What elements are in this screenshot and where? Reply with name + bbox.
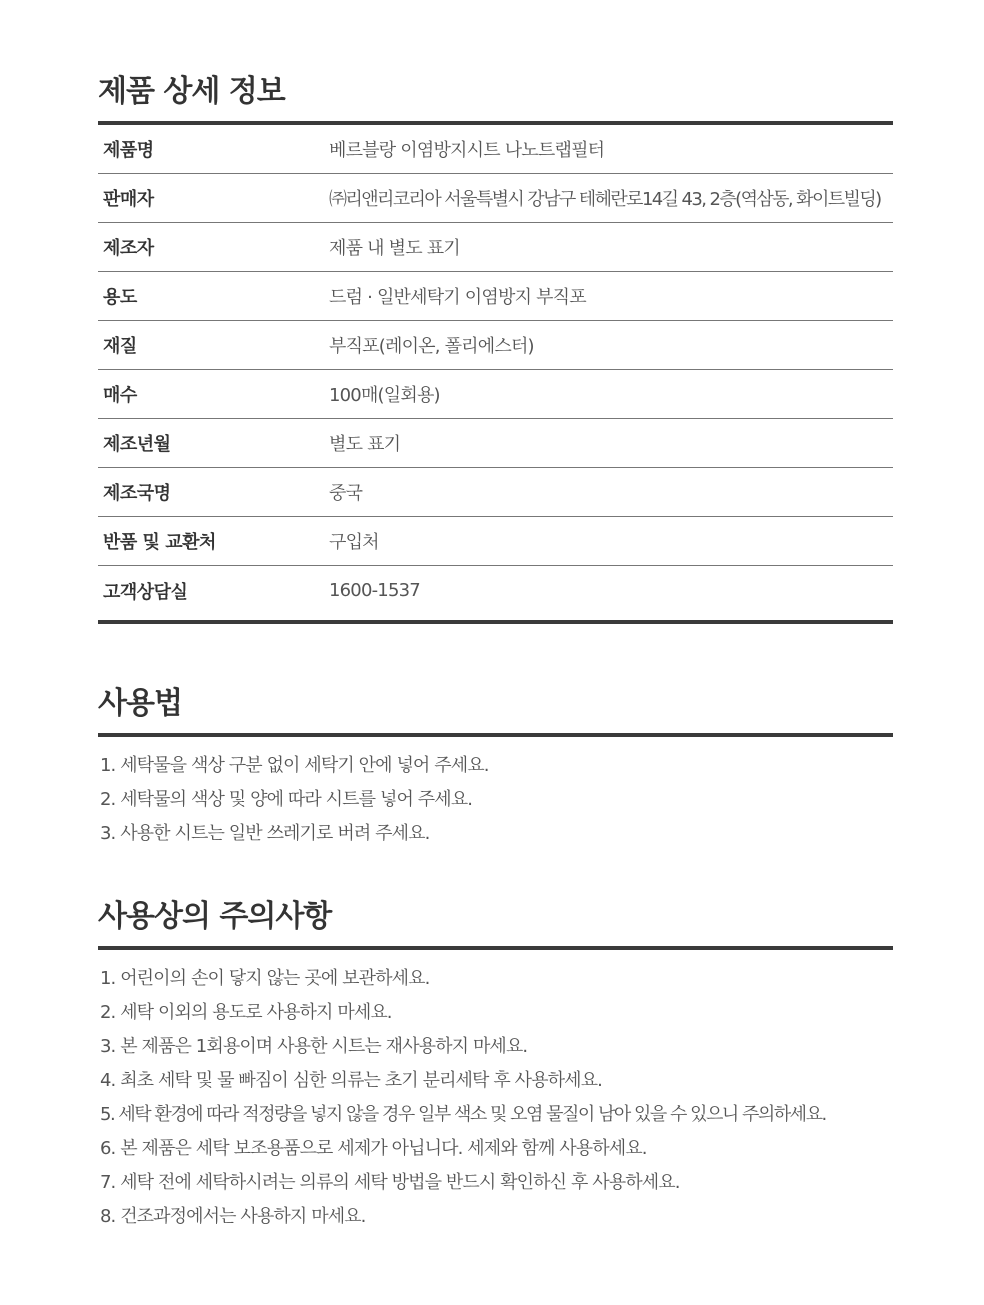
list-item: 6. 본 제품은 세탁 보조용품으로 세제가 아닙니다. 세제와 함께 사용하세요.: [100, 1138, 647, 1159]
spec-label: 제품명: [103, 140, 154, 161]
spec-row-customer-service: [98, 566, 893, 615]
caution-divider: [98, 946, 893, 950]
spec-label: 반품 및 교환처: [103, 532, 216, 553]
list-item: 3. 사용한 시트는 일반 쓰레기로 버려 주세요.: [100, 823, 430, 844]
usage-section-title: 사용법: [98, 686, 182, 721]
spec-value: 드럼 · 일반세탁기 이염방지 부직포: [329, 287, 586, 308]
caution-section-title: 사용상의 주의사항: [98, 899, 332, 934]
list-item: 2. 세탁물의 색상 및 양에 따라 시트를 넣어 주세요.: [100, 789, 473, 810]
spec-label: 판매자: [103, 189, 154, 210]
spec-value: 1600-1537: [329, 580, 420, 601]
spec-row-seller: [98, 174, 893, 223]
spec-label: 고객상담실: [103, 581, 188, 603]
spec-value: ㈜리앤리코리아 서울특별시 강남구 테헤란로14길 43, 2층(역삼동, 화이트빌딩): [329, 189, 881, 210]
spec-section-title: 제품 상세 정보: [98, 74, 285, 109]
spec-row-returns: [98, 517, 893, 566]
spec-label: 제조년월: [103, 434, 171, 455]
usage-list: [100, 749, 489, 851]
list-item: 3. 본 제품은 1회용이며 사용한 시트는 재사용하지 마세요.: [100, 1036, 528, 1057]
list-item: 4. 최초 세탁 및 물 빠짐이 심한 의류는 초기 분리세탁 후 사용하세요.: [100, 1070, 602, 1091]
spec-label: 재질: [103, 336, 137, 357]
usage-divider: [98, 733, 893, 737]
list-item: 8. 건조과정에서는 사용하지 마세요.: [100, 1206, 366, 1227]
list-item: 1. 세탁물을 색상 구분 없이 세탁기 안에 넣어 주세요.: [100, 755, 489, 776]
spec-value: 베르블랑 이염방지시트 나노트랩필터: [329, 140, 605, 161]
spec-value: 제품 내 별도 표기: [329, 238, 460, 259]
spec-label: 용도: [103, 287, 137, 308]
caution-list: [100, 962, 826, 1234]
spec-row-product-name: [98, 125, 893, 174]
spec-value: 부직포(레이온, 폴리에스터): [329, 336, 534, 357]
spec-value: 중국: [329, 483, 363, 504]
spec-row-sheet-count: [98, 370, 893, 419]
spec-label: 매수: [103, 385, 137, 406]
list-item: 1. 어린이의 손이 닿지 않는 곳에 보관하세요.: [100, 968, 430, 989]
list-item: 2. 세탁 이외의 용도로 사용하지 마세요.: [100, 1002, 392, 1023]
list-item: 7. 세탁 전에 세탁하시려는 의류의 세탁 방법을 반드시 확인하신 후 사용하세요.: [100, 1172, 680, 1193]
spec-value: 100매(일회용): [329, 385, 440, 406]
spec-row-material: [98, 321, 893, 370]
spec-row-country: [98, 468, 893, 517]
spec-label: 제조국명: [103, 483, 171, 504]
spec-value: 구입처: [329, 532, 379, 553]
spec-row-purpose: [98, 272, 893, 321]
spec-table: [98, 125, 893, 615]
spec-row-manufacture-date: [98, 419, 893, 468]
spec-row-manufacturer: [98, 223, 893, 272]
spec-bottom-divider: [98, 620, 893, 624]
spec-label: 제조자: [103, 238, 154, 259]
spec-value: 별도 표기: [329, 434, 401, 455]
list-item: 5. 세탁 환경에 따라 적정량을 넣지 않을 경우 일부 색소 및 오염 물질이 남아 있을 수 있으니 주의하세요.: [100, 1104, 826, 1125]
